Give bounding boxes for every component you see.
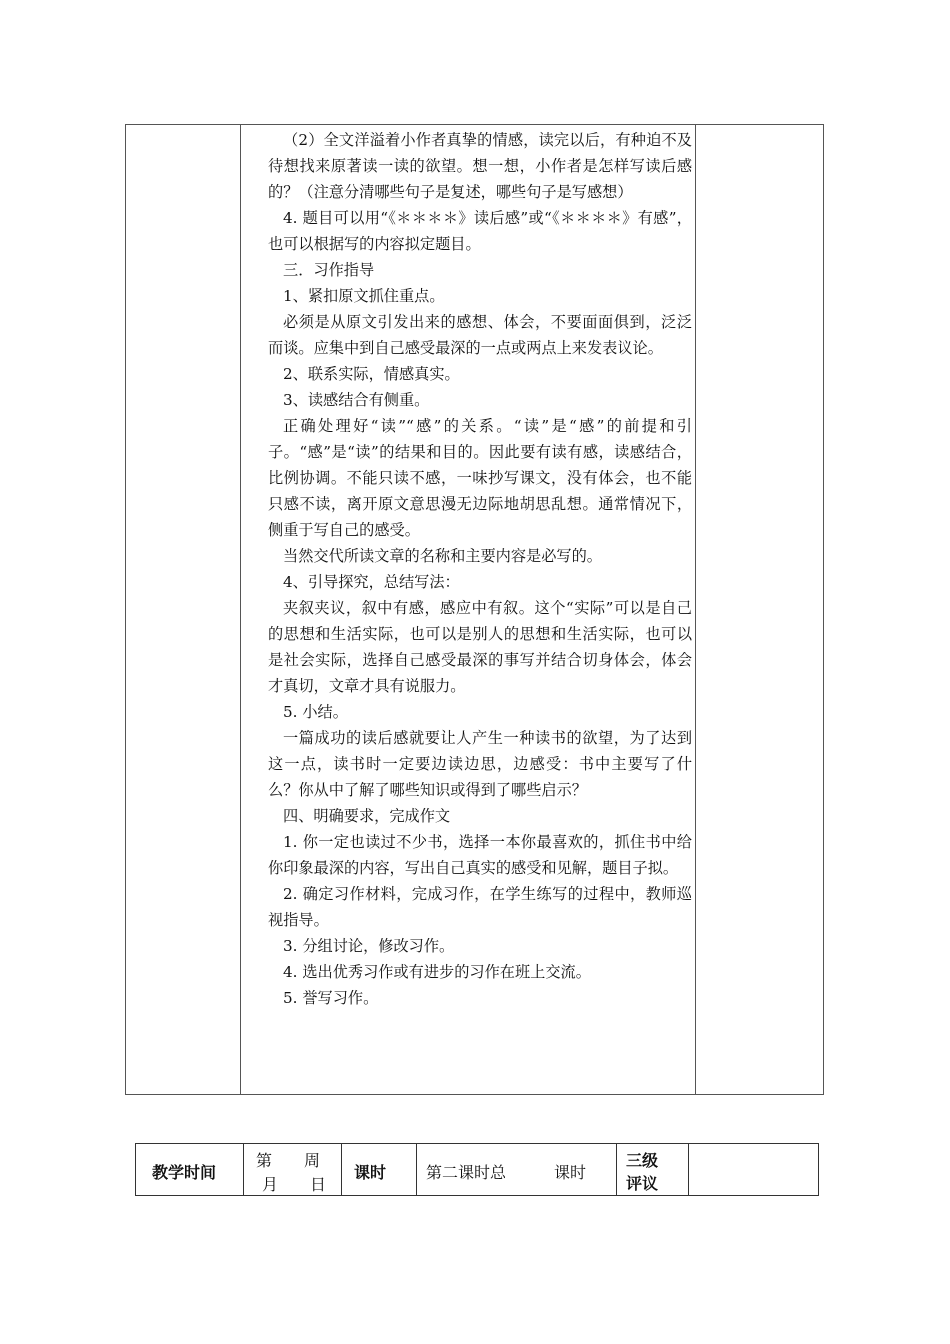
period-value: 第二课时总 课时 — [426, 1163, 587, 1182]
lesson-table — [125, 124, 824, 1095]
paragraph: 1. 你一定也读过不少书，选择一本你最喜欢的，抓住书中给你印象最深的内容，写出自己真实的感受和见解，题目子拟。 — [268, 833, 692, 877]
section-heading: 三．习作指导 — [283, 261, 375, 279]
paragraph: 必须是从原文引发出来的感想、体会，不要面面俱到，泛泛而谈。应集中到自己感受最深的一点或两点上来发表议论。 — [268, 313, 692, 357]
paragraph: 2、联系实际，情感真实。 — [283, 365, 460, 383]
paragraph: 一篇成功的读后感就要让人产生一种读书的欲望，为了达到这一点，读书时一定要边读边思，边感受：书中主要写了什么？你从中了解了哪些知识或得到了哪些启示？ — [268, 729, 692, 799]
week-text: 第 周 — [256, 1151, 321, 1170]
date-text: 月 日 — [262, 1175, 327, 1194]
paragraph: 4. 题目可以用“《＊＊＊＊》读后感”或“《＊＊＊＊》有感”，也可以根据写的内容拟定题目。 — [268, 209, 692, 253]
review-label-line2: 评议 — [626, 1174, 659, 1193]
date-cell — [244, 1144, 342, 1195]
teaching-time-label: 教学时间 — [152, 1163, 217, 1182]
paragraph: 4、引导探究，总结写法： — [283, 573, 460, 591]
review-label-cell — [617, 1144, 689, 1195]
section-heading: 四、明确要求，完成作文 — [283, 807, 451, 825]
paragraph: 当然交代所读文章的名称和主要内容是必写的。 — [283, 547, 602, 565]
review-value-cell — [689, 1144, 818, 1195]
paragraph: （2）全文洋溢着小作者真挚的情感，读完以后，有种迫不及待想找来原著读一读的欲望。想一想，小作者是怎样写读后感的？（注意分清哪些句子是复述，哪些句子是写感想） — [268, 131, 692, 201]
paragraph: 夹叙夹议，叙中有感，感应中有叙。这个“实际”可以是自己的思想和生活实际，也可以是别人的思想和生活实际，也可以是社会实际，选择自己感受最深的事写并结合切身体会，体会才真切，文章才具有说服力。 — [268, 599, 692, 695]
paragraph: 3、读感结合有侧重。 — [283, 391, 430, 409]
period-label-cell — [342, 1144, 417, 1195]
period-label: 课时 — [354, 1163, 387, 1182]
review-label-line1: 三级 — [626, 1151, 659, 1170]
column-divider — [240, 125, 241, 1094]
paragraph: 1、紧扣原文抓住重点。 — [283, 287, 445, 305]
period-value-cell — [417, 1144, 617, 1195]
paragraph: 正确处理好“读”“感”的关系。“读”是“感”的前提和引子。“感”是“读”的结果和目的。因此要有读有感，读感结合，比例协调。不能只读不感，一味抄写课文，没有体会，也不能只感不读，离开原文意思漫无边际地胡思乱想。通常情况下，侧重于写自己的感受。 — [268, 417, 692, 539]
paragraph: 2. 确定习作材料，完成习作，在学生练写的过程中，教师巡视指导。 — [268, 885, 692, 929]
paragraph: 5. 誉写习作。 — [283, 989, 379, 1007]
paragraph: 4. 选出优秀习作或有进步的习作在班上交流。 — [283, 963, 591, 981]
teaching-time-cell — [136, 1144, 244, 1195]
paragraph: 3. 分组讨论，修改习作。 — [283, 937, 455, 955]
column-divider — [695, 125, 696, 1094]
footer-table — [135, 1143, 819, 1196]
paragraph: 5. 小结。 — [283, 703, 348, 721]
lesson-content — [268, 127, 692, 1011]
